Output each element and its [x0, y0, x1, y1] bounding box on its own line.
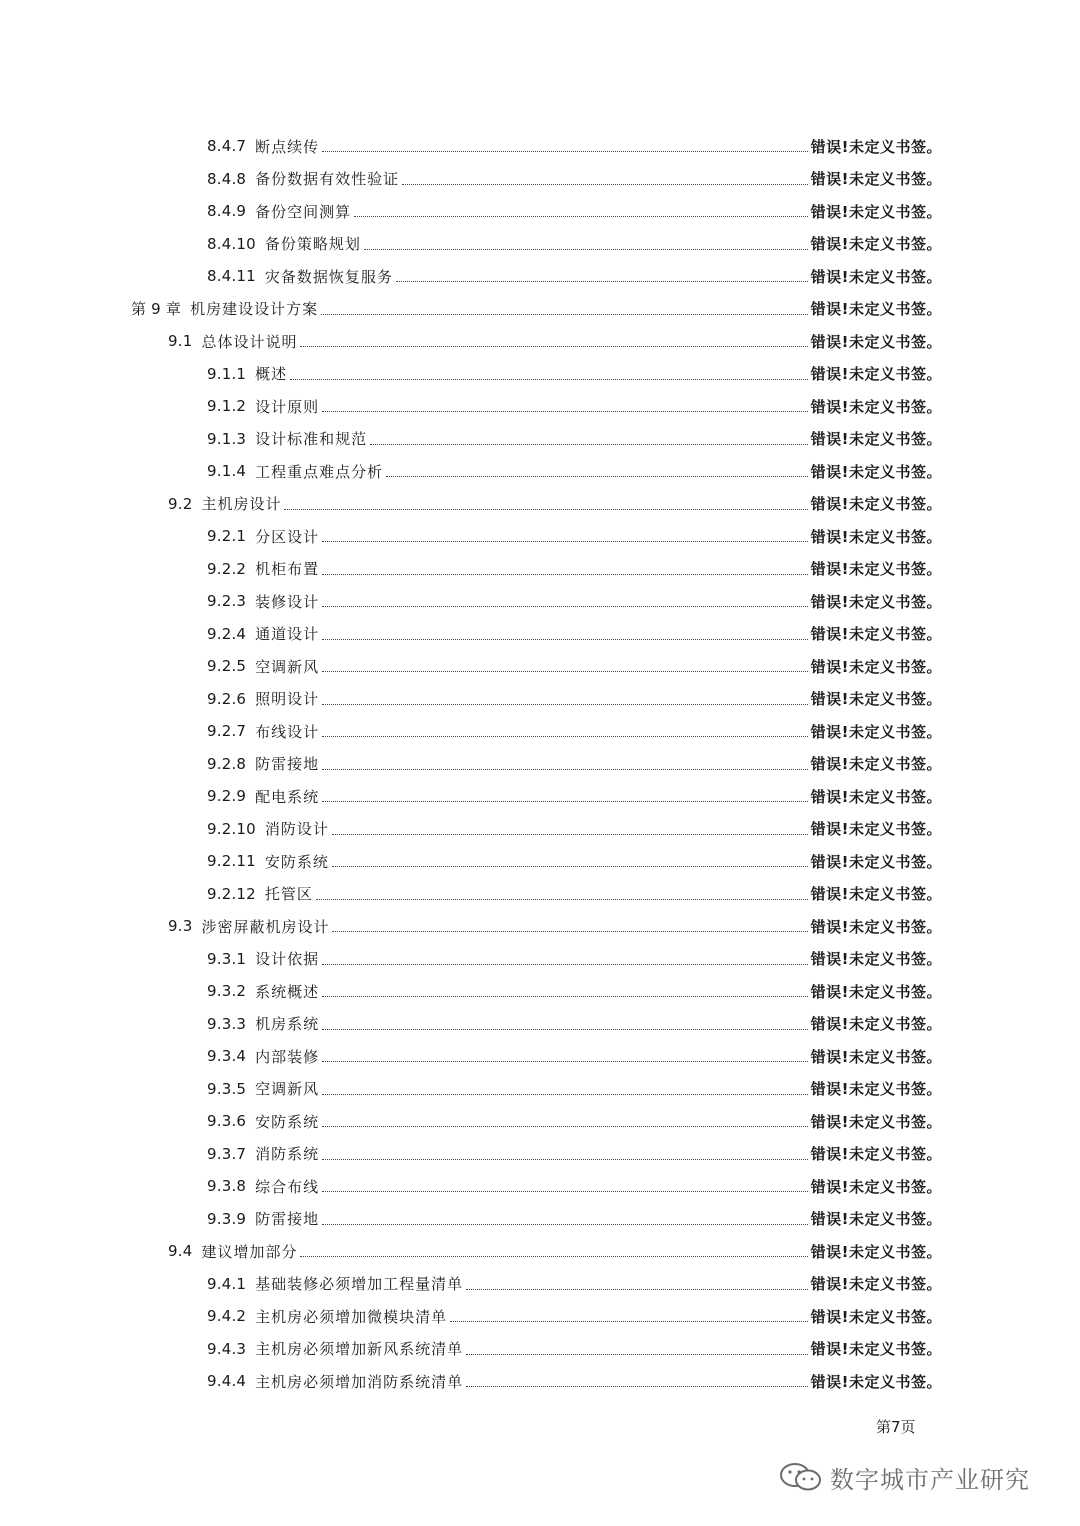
toc-entry-page-ref: 错误!未定义书签。 — [810, 235, 942, 253]
toc-entry-title: 综合布线 — [255, 1177, 320, 1196]
toc-entry-page-ref: 错误!未定义书签。 — [810, 592, 942, 611]
toc-entry-number: 9.2.1 — [207, 527, 247, 545]
toc-entry[interactable] — [207, 879, 942, 909]
dot-leader — [300, 1255, 807, 1257]
toc-entry-number: 8.4.8 — [207, 169, 247, 188]
toc-entry-title: 消防设计 — [264, 820, 329, 838]
dot-leader — [322, 150, 807, 152]
toc-entry-number: 9.1.1 — [207, 364, 247, 383]
dot-leader — [322, 638, 807, 640]
toc-entry-number: 9.2.6 — [207, 689, 247, 708]
dot-leader — [322, 735, 807, 737]
toc-entry-page-ref: 错误!未定义书签。 — [810, 982, 942, 1001]
toc-entry-page-ref: 错误!未定义书签。 — [810, 917, 942, 936]
toc-entry-page-ref: 错误!未定义书签。 — [810, 300, 942, 318]
dot-leader — [300, 345, 807, 347]
toc-entry-page-ref: 错误!未定义书签。 — [810, 657, 942, 676]
toc-entry-title: 内部装修 — [255, 1047, 320, 1066]
toc-entry-page-ref: 错误!未定义书签。 — [810, 527, 942, 546]
dot-leader — [466, 1385, 807, 1387]
toc-entry-number: 9.1 — [168, 332, 193, 350]
toc-entry-title: 空调新风 — [255, 1080, 320, 1098]
toc-entry-number: 9.3.5 — [207, 1079, 247, 1098]
toc-entry-number: 9.3.8 — [207, 1177, 247, 1195]
toc-entry-title: 机房系统 — [255, 1015, 320, 1033]
toc-entry-page-ref: 错误!未定义书签。 — [810, 755, 942, 773]
dot-leader — [316, 898, 808, 900]
dot-leader — [322, 1028, 807, 1030]
dot-leader — [322, 670, 807, 672]
dot-leader — [386, 475, 807, 477]
toc-entry-title: 系统概述 — [255, 982, 320, 1001]
toc-entry-page-ref: 错误!未定义书签。 — [810, 1112, 942, 1131]
toc-entry-number: 9.1.4 — [207, 462, 247, 480]
toc-entry-title: 备份空间测算 — [255, 202, 352, 221]
dot-leader — [322, 800, 807, 802]
toc-entry-title: 照明设计 — [255, 690, 320, 708]
dot-leader — [370, 443, 807, 445]
toc-entry[interactable] — [168, 1236, 942, 1266]
toc-entry-title: 主机房必须增加新风系统清单 — [255, 1340, 464, 1358]
toc-entry[interactable] — [207, 554, 942, 584]
dot-leader — [466, 1288, 807, 1290]
toc-entry-title: 安防系统 — [264, 852, 329, 871]
toc-entry[interactable] — [207, 359, 942, 389]
toc-entry[interactable] — [207, 619, 942, 649]
toc-entry-number: 8.4.11 — [207, 267, 256, 285]
dot-leader — [322, 768, 807, 770]
toc-entry-title: 主机房必须增加微模块清单 — [255, 1307, 448, 1326]
toc-entry[interactable] — [168, 489, 942, 519]
toc-entry-number: 9.4.2 — [207, 1307, 247, 1325]
toc-entry-title: 备份策略规划 — [264, 235, 361, 253]
toc-entry-number: 8.4.7 — [207, 137, 247, 155]
toc-entry-title: 安防系统 — [255, 1112, 320, 1131]
toc-entry[interactable] — [207, 1269, 942, 1299]
dot-leader — [322, 1125, 807, 1127]
toc-entry-page-ref: 错误!未定义书签。 — [810, 137, 942, 156]
toc-entry-number: 9.2.5 — [207, 657, 247, 675]
toc-entry-title: 建议增加部分 — [201, 1242, 298, 1261]
toc-entry-page-ref: 错误!未定义书签。 — [810, 787, 942, 806]
toc-entry-page-ref: 错误!未定义书签。 — [810, 170, 942, 188]
toc-entry-page-ref: 错误!未定义书签。 — [810, 1080, 942, 1098]
toc-entry[interactable] — [207, 1041, 942, 1071]
toc-entry-number: 8.4.10 — [207, 234, 256, 253]
toc-entry-page-ref: 错误!未定义书签。 — [810, 1340, 942, 1358]
toc-entry-title: 备份数据有效性验证 — [255, 170, 400, 188]
toc-entry-page-ref: 错误!未定义书签。 — [810, 852, 942, 871]
toc-entry[interactable] — [207, 651, 942, 681]
toc-entry[interactable] — [207, 1074, 942, 1104]
toc-entry-title: 配电系统 — [255, 787, 320, 806]
toc-entry-title: 主机房设计 — [201, 495, 282, 513]
toc-entry-title: 消防系统 — [255, 1145, 320, 1163]
toc-entry[interactable] — [207, 424, 942, 454]
dot-leader — [322, 573, 807, 575]
dot-leader — [322, 540, 807, 542]
toc-entry[interactable] — [168, 911, 942, 941]
dot-leader — [284, 508, 807, 510]
toc-entry-page-ref: 错误!未定义书签。 — [810, 1145, 942, 1163]
toc-entry-title: 防雷接地 — [255, 1210, 320, 1228]
toc-entry-title: 通道设计 — [255, 625, 320, 643]
dot-leader — [322, 410, 807, 412]
toc-entry[interactable] — [207, 521, 942, 551]
toc-entry[interactable] — [207, 781, 942, 811]
toc-entry[interactable] — [207, 1301, 942, 1331]
dot-leader — [322, 1158, 807, 1160]
toc-entry[interactable] — [207, 229, 942, 259]
toc-entry[interactable] — [207, 976, 942, 1006]
toc-entry-title: 总体设计说明 — [201, 332, 298, 351]
toc-entry-number: 9.3 — [168, 917, 193, 935]
toc-entry[interactable] — [207, 1204, 942, 1234]
toc-entry[interactable] — [207, 1009, 942, 1039]
toc-entry[interactable] — [207, 944, 942, 974]
toc-entry[interactable] — [207, 164, 942, 194]
dot-leader — [322, 1190, 807, 1192]
toc-entry[interactable] — [207, 684, 942, 714]
dot-leader — [322, 1093, 807, 1095]
toc-entry-number: 9.2.2 — [207, 559, 247, 578]
toc-entry[interactable] — [207, 1139, 942, 1169]
toc-entry-page-ref: 错误!未定义书签。 — [810, 1275, 942, 1293]
toc-entry-page-ref: 错误!未定义书签。 — [810, 462, 942, 481]
toc-entry[interactable] — [207, 1106, 942, 1136]
toc-entry-page-ref: 错误!未定义书签。 — [810, 267, 942, 286]
toc-entry-title: 基础装修必须增加工程量清单 — [255, 1275, 464, 1293]
toc-entry-title: 工程重点难点分析 — [255, 462, 384, 481]
page-number: 第7页 — [876, 1418, 916, 1436]
dot-leader — [322, 1223, 807, 1225]
toc-entry[interactable] — [207, 391, 942, 421]
toc-entry-number: 9.3.9 — [207, 1209, 247, 1228]
toc-entry-number: 9.4.4 — [207, 1372, 247, 1390]
toc-entry-number: 9.2.4 — [207, 624, 247, 643]
toc-entry-title: 设计原则 — [255, 397, 320, 416]
dot-leader — [322, 703, 807, 705]
toc-entry-page-ref: 错误!未定义书签。 — [810, 560, 942, 578]
toc-entry-title: 布线设计 — [255, 722, 320, 741]
toc-entry-page-ref: 错误!未定义书签。 — [810, 1015, 942, 1033]
toc-entry-page-ref: 错误!未定义书签。 — [810, 885, 942, 903]
toc-entry[interactable] — [207, 1334, 942, 1364]
toc-entry-title: 分区设计 — [255, 527, 320, 546]
dot-leader — [321, 313, 808, 315]
toc-entry-page-ref: 错误!未定义书签。 — [810, 430, 942, 448]
toc-entry-page-ref: 错误!未定义书签。 — [810, 332, 942, 351]
toc-entry-number: 9.3.2 — [207, 982, 247, 1000]
toc-entry-number: 9.3.7 — [207, 1144, 247, 1163]
toc-entry-title: 概述 — [255, 365, 288, 383]
toc-entry-number: 9.3.4 — [207, 1047, 247, 1065]
toc-entry[interactable] — [207, 1366, 942, 1396]
toc-entry-page-ref: 错误!未定义书签。 — [810, 397, 942, 416]
dot-leader — [332, 865, 808, 867]
dot-leader — [290, 378, 807, 380]
toc-entry-number: 9.2.10 — [207, 819, 256, 838]
wechat-icon — [778, 1462, 824, 1492]
toc-entry-number: 8.4.9 — [207, 202, 247, 220]
toc-entry-number: 9.2.7 — [207, 722, 247, 740]
toc-entry-number: 9.2.3 — [207, 592, 247, 610]
toc-entry-page-ref: 错误!未定义书签。 — [810, 1210, 942, 1228]
dot-leader — [332, 930, 807, 932]
toc-entry-number: 9.4.1 — [207, 1274, 247, 1293]
dot-leader — [402, 183, 807, 185]
dot-leader — [354, 215, 807, 217]
toc-entry-page-ref: 错误!未定义书签。 — [810, 722, 942, 741]
toc-entry-title: 主机房必须增加消防系统清单 — [255, 1372, 464, 1391]
toc-entry-page-ref: 错误!未定义书签。 — [810, 495, 942, 513]
toc-entry[interactable] — [207, 456, 942, 486]
toc-entry-page-ref: 错误!未定义书签。 — [810, 820, 942, 838]
toc-entry-number: 9.3.6 — [207, 1112, 247, 1130]
toc-entry-number: 9.3.3 — [207, 1014, 247, 1033]
toc-entry-title: 防雷接地 — [255, 755, 320, 773]
toc-entry-page-ref: 错误!未定义书签。 — [810, 1177, 942, 1196]
toc-entry[interactable] — [131, 294, 942, 324]
watermark-text: 数字城市产业研究 — [830, 1465, 1030, 1494]
toc-entry-page-ref: 错误!未定义书签。 — [810, 690, 942, 708]
toc-entry[interactable] — [207, 196, 942, 226]
toc-entry-page-ref: 错误!未定义书签。 — [810, 950, 942, 968]
toc-entry[interactable] — [207, 586, 942, 616]
toc-entry-page-ref: 错误!未定义书签。 — [810, 1047, 942, 1066]
toc-entry[interactable] — [207, 131, 942, 161]
toc-entry-number: 9.2 — [168, 494, 193, 513]
toc-entry-number: 9.2.9 — [207, 787, 247, 805]
toc-entry-title: 机房建设设计方案 — [190, 300, 319, 318]
toc-entry-page-ref: 错误!未定义书签。 — [810, 1307, 942, 1326]
toc-entry-number: 9.2.11 — [207, 852, 256, 870]
dot-leader — [364, 248, 808, 250]
dot-leader — [332, 833, 808, 835]
toc-entry[interactable] — [207, 261, 942, 291]
toc-entry-number: 9.3.1 — [207, 949, 247, 968]
dot-leader — [396, 280, 808, 282]
toc-entry[interactable] — [207, 846, 942, 876]
toc-entry-number: 第 9 章 — [131, 300, 182, 318]
dot-leader — [322, 605, 807, 607]
toc-entry-page-ref: 错误!未定义书签。 — [810, 365, 942, 383]
toc-entry-number: 9.4 — [168, 1242, 193, 1260]
toc-entry-number: 9.4.3 — [207, 1339, 247, 1358]
toc-entry-number: 9.1.2 — [207, 397, 247, 415]
toc-entry[interactable] — [168, 326, 942, 356]
toc-entry-title: 灾备数据恢复服务 — [264, 267, 393, 286]
toc-entry-page-ref: 错误!未定义书签。 — [810, 202, 942, 221]
dot-leader — [466, 1353, 807, 1355]
toc-entry[interactable] — [207, 1171, 942, 1201]
dot-leader — [322, 1060, 807, 1062]
watermark — [778, 1460, 1030, 1494]
toc-entry[interactable] — [207, 814, 942, 844]
toc-entry-number: 9.1.3 — [207, 429, 247, 448]
toc-entry-number: 9.2.12 — [207, 884, 256, 903]
toc-entry-title: 装修设计 — [255, 592, 320, 611]
toc-entry-page-ref: 错误!未定义书签。 — [810, 1242, 942, 1261]
toc-entry-title: 设计依据 — [255, 950, 320, 968]
toc-entry-title: 机柜布置 — [255, 560, 320, 578]
dot-leader — [322, 995, 807, 997]
toc-entry-page-ref: 错误!未定义书签。 — [810, 1372, 942, 1391]
toc-entry-title: 涉密屏蔽机房设计 — [201, 917, 330, 936]
toc-entry-page-ref: 错误!未定义书签。 — [810, 625, 942, 643]
toc-entry-title: 托管区 — [264, 885, 313, 903]
toc-entry-title: 空调新风 — [255, 657, 320, 676]
toc-entry[interactable] — [207, 749, 942, 779]
toc-entry-title: 设计标准和规范 — [255, 430, 368, 448]
toc-entry[interactable] — [207, 716, 942, 746]
toc-entry-title: 断点续传 — [255, 137, 320, 156]
toc-entry-number: 9.2.8 — [207, 754, 247, 773]
dot-leader — [322, 963, 807, 965]
dot-leader — [450, 1320, 807, 1322]
